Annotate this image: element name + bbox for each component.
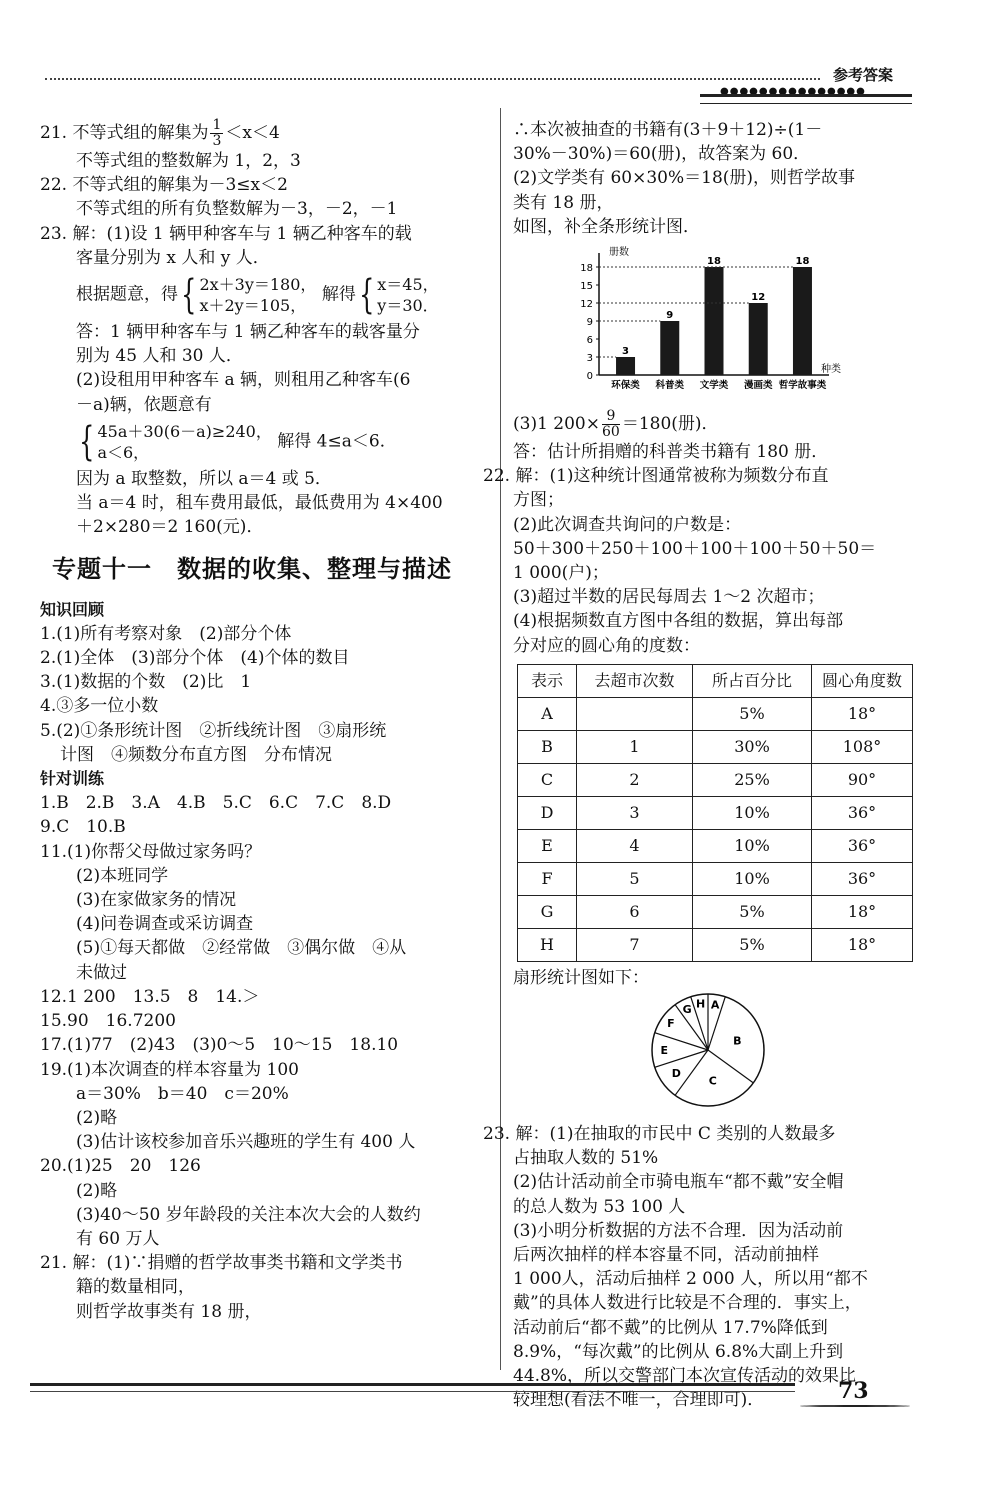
header-decoration	[700, 94, 912, 104]
q21-line	[40, 118, 485, 149]
text-line: 30%－30%)＝60(册)，故答案为 60．	[513, 144, 811, 165]
knowledge-line: 1.(1)所有考察对象 (2)部分个体	[40, 623, 292, 644]
bar-chart	[563, 243, 863, 403]
sys1-eq2: x＋2y＝105，	[199, 296, 307, 316]
bar	[705, 267, 724, 375]
text-line: 的总人数为 53 100 人	[513, 1196, 686, 1217]
table-cell: 36°	[812, 796, 913, 829]
bar-value-label: 3	[622, 346, 630, 358]
pie-caption: 扇形统计图如下：	[513, 967, 649, 988]
training-heading: 针对训练	[40, 769, 105, 789]
text-line: 1 000(户)；	[513, 563, 609, 584]
text-line: 因为 a 取整数，所以 a＝4 或 5．	[76, 468, 332, 489]
training-line: 20.(1)25 20 126	[40, 1156, 201, 1177]
table-cell: B	[518, 730, 577, 763]
text-line: 活动前后“都不戴”的比例从 17.7%降低到	[513, 1317, 828, 1338]
y-tick-label: 3	[586, 353, 593, 365]
q3-num: 9	[602, 409, 620, 425]
table-cell: 5	[577, 862, 693, 895]
training-line: 21. 解：(1)∵捐赠的哲学故事类书籍和文学类书	[40, 1253, 403, 1274]
pie-slice-label: A	[710, 998, 720, 1012]
table-row	[518, 697, 913, 730]
table-cell: 10%	[693, 862, 812, 895]
text-line: 较理想(看法不唯一，合理即可)．	[513, 1390, 765, 1411]
table-cell: 5%	[693, 697, 812, 730]
knowledge-line: 2.(1)全体 (3)部分个体 (4)个体的数目	[40, 648, 350, 669]
frequency-table	[517, 664, 913, 962]
pie-chart	[638, 990, 778, 1114]
text-line: 分对应的圆心角的度数：	[513, 635, 700, 656]
q21-frac-num: 1	[212, 117, 222, 133]
text-line: 占抽取人数的 51%	[513, 1148, 659, 1169]
y-tick-label: 15	[580, 281, 593, 293]
knowledge-line: 3.(1)数据的个数 (2)比 1	[40, 672, 252, 693]
table-cell: 7	[577, 928, 693, 961]
training-line: 1.B 2.B 3.A 4.B 5.C 6.C 7.C 8.D	[40, 793, 392, 814]
knowledge-heading: 知识回顾	[40, 599, 105, 619]
table-cell: 2	[577, 763, 693, 796]
category-label: 漫画类	[743, 380, 773, 392]
left-column	[40, 118, 485, 1324]
y-tick-label: 12	[580, 299, 593, 311]
text-line: (2)估计活动前全市骑电瓶车“都不戴”安全帽	[513, 1172, 844, 1193]
training-line: 19.(1)本次调查的样本容量为 100	[40, 1059, 299, 1080]
table-cell: 108°	[812, 730, 913, 763]
training-line: (2)本班同学	[76, 865, 169, 886]
q3-line	[513, 409, 923, 440]
bar-value-label: 18	[707, 256, 721, 268]
table-cell: F	[518, 862, 577, 895]
table-row	[518, 730, 913, 763]
page-number: 73	[838, 1378, 869, 1404]
table-cell: 3	[577, 796, 693, 829]
training-line: 12.1 200 13.5 8 14.＞	[40, 986, 260, 1007]
text-line: (2)文学类有 60×30%＝18(册)，则哲学故事	[513, 168, 856, 189]
bar-value-label: 18	[795, 256, 810, 268]
q3-fraction	[602, 409, 620, 440]
training-line: a＝30% b＝40 c＝20%	[76, 1083, 289, 1104]
y-tick-label: 9	[586, 317, 593, 329]
table-cell: 36°	[812, 862, 913, 895]
training-line: (5)①每天都做 ②经常做 ③偶尔做 ④从	[76, 938, 407, 959]
text-line: 如图，补全条形统计图．	[513, 216, 700, 237]
text-line: (2)设租用甲种客车 a 辆，则租用乙种客车(6	[76, 370, 411, 391]
text-line: 答：估计所捐赠的科普类书籍有 180 册．	[513, 442, 829, 463]
category-label: 科普类	[655, 380, 685, 392]
bar	[616, 357, 635, 375]
knowledge-line: 4.③多一位小数	[40, 696, 159, 717]
table-header: 所占百分比	[693, 664, 812, 697]
table-cell: 1	[577, 730, 693, 763]
table-cell: D	[518, 796, 577, 829]
x-axis-label: 种类	[821, 364, 841, 376]
training-line: 11.(1)你帮父母做过家务吗？	[40, 841, 262, 862]
training-line: 9.C 10.B	[40, 817, 126, 838]
table-cell: 6	[577, 895, 693, 928]
training-line: (3)40～50 岁年龄段的关注本次大会的人数约	[76, 1204, 421, 1225]
sys1-mid: 解得	[321, 284, 356, 305]
text-line: ∴本次被抽查的书籍有(3＋9＋12)÷(1－	[513, 120, 823, 140]
table-cell: 18°	[812, 928, 913, 961]
q3-den: 60	[602, 424, 620, 441]
bar-value-label: 9	[666, 310, 674, 322]
table-cell: 4	[577, 829, 693, 862]
q21-frac-den: 3	[212, 133, 222, 149]
table-row	[518, 928, 913, 961]
text-line: 答：1 辆甲种客车与 1 辆乙种客车的载客量分	[76, 322, 420, 343]
text-line: (2)此次调查共询问的户数是：	[513, 514, 742, 535]
table-header: 表示	[518, 664, 577, 697]
y-tick-label: 6	[586, 335, 593, 347]
text-line: (4)根据频数直方图中各组的数据，算出每部	[513, 611, 844, 632]
table-cell: 18°	[812, 895, 913, 928]
page-number-ornament	[800, 1405, 910, 1407]
q21-fraction	[210, 118, 223, 149]
pie-slice-label: D	[671, 1067, 681, 1081]
q3-prefix: (3)1 200×	[513, 414, 600, 435]
footer-rule	[30, 1383, 795, 1392]
table-cell: G	[518, 895, 577, 928]
text-line: －a)辆，依题意有	[76, 394, 212, 415]
training-line: (2)略	[76, 1180, 118, 1201]
text-line: 当 a＝4 时，租车费用最低，最低费用为 4×400	[76, 493, 443, 514]
sys2-mid: 解得 4≤a＜6．	[277, 431, 397, 452]
header-label: 参考答案	[833, 66, 894, 84]
text-line: 方图；	[513, 490, 564, 511]
table-row	[518, 895, 913, 928]
text-line: 1 000人，活动后抽样 2 000 人，所以用“都不	[513, 1269, 868, 1290]
text-line: 戴”的具体人数进行比较是不合理的．事实上，	[513, 1293, 862, 1314]
training-line: (4)问卷调查或采访调查	[76, 914, 254, 935]
training-line: 未做过	[76, 962, 127, 983]
table-cell: 10%	[693, 796, 812, 829]
text-line: 22. 不等式组的解集为－3≤x＜2	[40, 175, 288, 196]
table-row	[518, 829, 913, 862]
table-cell	[577, 697, 693, 730]
pie-slice-label: G	[682, 1003, 692, 1017]
category-label: 哲学故事类	[778, 380, 827, 392]
bar-value-label: 12	[751, 292, 766, 304]
sys1-eq1: 2x＋3y＝180，	[199, 275, 317, 295]
text-line: 44.8%，所以交警部门本次宣传活动的效果比	[513, 1366, 857, 1387]
training-line: (2)略	[76, 1107, 118, 1128]
pie-slice-label: H	[696, 997, 706, 1011]
sys2-eq2: a＜6，	[97, 442, 150, 462]
category-label: 文学类	[699, 380, 729, 392]
bar	[793, 267, 812, 375]
table-cell: E	[518, 829, 577, 862]
table-cell: 30%	[693, 730, 812, 763]
section-title: 专题十一 数据的收集、整理与描述	[52, 555, 452, 584]
equation-system-1: 根据题意，得 { 2x＋3y＝180， x＋2y＝105， 解得 { x＝45， y＝30．	[76, 272, 439, 319]
q21-prefix: 21. 不等式组的解集为	[40, 123, 209, 143]
text-line: 23. 解：(1)在抽取的市民中 C 类别的人数最多	[483, 1124, 836, 1145]
table-cell: 5%	[693, 928, 812, 961]
text-line: 不等式组的所有负整数解为－3，－2，－1	[76, 199, 398, 220]
text-line: 类有 18 册，	[513, 192, 614, 213]
table-cell: H	[518, 928, 577, 961]
y-tick-label: 18	[580, 263, 593, 275]
equation-system-2: { 45a＋30(6－a)≥240， a＜6， 解得 4≤a＜6．	[79, 418, 397, 465]
table-row	[518, 862, 913, 895]
text-line: 不等式组的整数解为 1，2，3	[76, 151, 301, 171]
text-line: 23. 解：(1)设 1 辆甲种客车与 1 辆乙种客车的载	[40, 223, 412, 244]
text-line: 50＋300＋250＋100＋100＋100＋50＋50＝	[513, 538, 877, 559]
table-cell: 10%	[693, 829, 812, 862]
text-line: (3)超过半数的居民每周去 1～2 次超市；	[513, 587, 825, 608]
header-ornament: ●●●●●●●●●●●●●●●	[720, 86, 866, 97]
table-header: 圆心角度数	[812, 664, 913, 697]
sys1-sol2: y＝30．	[377, 296, 439, 316]
q3-suffix: ＝180(册)．	[621, 414, 719, 435]
table-header-row	[518, 664, 913, 697]
pie-slice-label: B	[733, 1034, 742, 1048]
bar	[749, 303, 768, 375]
knowledge-line: 计图 ④频数分布直方图 分布情况	[60, 744, 332, 765]
y-tick-label: 0	[586, 371, 593, 383]
pie-slice-label: C	[708, 1074, 717, 1088]
bar	[660, 321, 679, 375]
text-line: 后两次抽样的样本容量不同，活动前抽样	[513, 1245, 819, 1266]
y-axis-label: 册数	[609, 247, 629, 259]
table-cell: C	[518, 763, 577, 796]
table-cell: 25%	[693, 763, 812, 796]
q21-suffix: ＜x＜4	[225, 123, 280, 143]
training-line: 15.90 16.7200	[40, 1011, 176, 1032]
table-cell: 90°	[812, 763, 913, 796]
training-line: (3)在家做家务的情况	[76, 890, 237, 911]
sys1-sol1: x＝45，	[377, 275, 439, 295]
sys2-eq1: 45a＋30(6－a)≥240，	[97, 421, 272, 441]
training-line: 有 60 万人	[76, 1228, 160, 1249]
pie-slice-label: E	[660, 1044, 669, 1058]
training-line: 则哲学故事类有 18 册，	[76, 1301, 262, 1322]
text-line: ＋2×280＝2 160(元)．	[76, 517, 264, 538]
training-line: 籍的数量相同，	[76, 1277, 195, 1298]
category-label: 环保类	[611, 380, 640, 392]
sys1-prefix: 根据题意，得	[76, 284, 178, 305]
table-header: 去超市次数	[577, 664, 693, 697]
text-line: 别为 45 人和 30 人．	[76, 346, 243, 367]
pie-slice-label: F	[667, 1017, 675, 1031]
training-line: 17.(1)77 (2)43 (3)0～5 10～15 18.10	[40, 1035, 399, 1056]
text-line: 22. 解：(1)这种统计图通常被称为频数分布直	[483, 466, 829, 487]
table-cell: 5%	[693, 895, 812, 928]
table-cell: 36°	[812, 829, 913, 862]
column-divider	[500, 108, 501, 1370]
right-column	[483, 118, 923, 1412]
table-cell: 18°	[812, 697, 913, 730]
knowledge-line: 5.(2)①条形统计图 ②折线统计图 ③扇形统	[40, 720, 387, 741]
text-line: 客量分别为 x 人和 y 人．	[76, 247, 270, 268]
text-line: 8.9%，“每次戴”的比例从 6.8%大副上升到	[513, 1341, 844, 1362]
table-cell: A	[518, 697, 577, 730]
training-line: (3)估计该校参加音乐兴趣班的学生有 400 人	[76, 1132, 416, 1153]
header-rule	[45, 78, 820, 80]
table-row	[518, 796, 913, 829]
text-line: (3)小明分析数据的方法不合理．因为活动前	[513, 1220, 844, 1241]
table-row	[518, 763, 913, 796]
